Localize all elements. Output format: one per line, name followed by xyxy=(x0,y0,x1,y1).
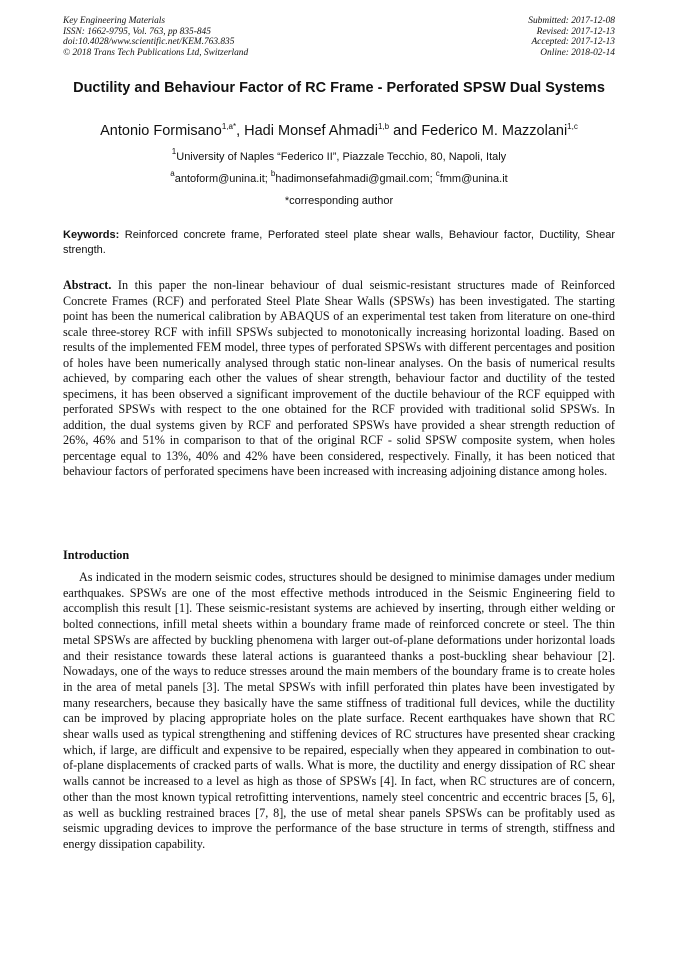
corresponding-author-note: *corresponding author xyxy=(284,195,394,207)
author-affiliation-marker: 1,b xyxy=(377,122,390,131)
journal-issn: ISSN: 1662-9795, Vol. 763, pp 835-845 xyxy=(63,26,211,37)
paper-title: Ductility and Behaviour Factor of RC Frame - Perforated SPSW Dual Systems xyxy=(73,80,605,96)
author-emails xyxy=(63,169,615,185)
publication-dates xyxy=(528,16,615,58)
author-list xyxy=(40,123,638,139)
author-affiliation-marker: 1,c xyxy=(567,122,578,131)
author-separator: and xyxy=(389,123,422,139)
date-online: Online: 2018-02-14 xyxy=(540,47,615,58)
affiliation-text: University of Naples “Federico II”, Piazzale Tecchio, 80, Napoli, Italy xyxy=(176,151,507,163)
abstract-text: In this paper the non-linear behaviour of dual seismic-resistant structures made of Reinforced Concrete Frames (RCF) and perforated Steel Plate Shear Walls (SPSWs) has been investigated. The starting point has been the numerical calibration by ABAQUS of an experimental test taken from literature on one-third scale three-storey RCF with infill SPSWs subjected to monotonically increasing horizontal loading. Based on results of the implemented FEM model, three types of perforated SPSWs with different percentages and position of holes have been numerically analysed through static non-linear analyses. On the basis of numerical results achieved, by comparing each other the values of shear strength, behaviour factor and ductility of the tested specimens, it has been observed a significant improvement of the ductile behaviour of the RCF equipped with perforated SPSWs with respect to the one obtained for the RCF provided with traditional solid SPSWs. In addition, the dual systems given by RCF and perforated SPSWs have provided a shear strength reduction of 26%, 46% and 51% in comparison to that of the original RCF - solid SPSW composite system, when holes percentage equal to 13%, 40% and 42% have been considered, respectively. Finally, it has been noticed that behaviour factors of perforated specimens have been increased with increasing adjoining distance among holes. xyxy=(63,278,615,478)
section-heading-introduction: Introduction xyxy=(63,548,130,562)
date-revised: Revised: 2017-12-13 xyxy=(536,26,615,37)
affiliation-marker: 1 xyxy=(171,147,177,156)
keywords xyxy=(63,228,615,258)
abstract-label: Abstract. xyxy=(63,278,112,292)
journal-info xyxy=(63,16,248,58)
author-name: Hadi Monsef Ahmadi xyxy=(244,123,378,139)
journal-name: Key Engineering Materials xyxy=(63,16,166,26)
date-accepted: Accepted: 2017-12-13 xyxy=(531,37,615,48)
author-name: Federico M. Mazzolani xyxy=(421,123,568,139)
abstract xyxy=(63,278,615,480)
keywords-label: Keywords: xyxy=(63,229,120,241)
author-affiliation-marker: 1,a* xyxy=(221,122,237,131)
keywords-text: Reinforced concrete frame, Perforated steel plate shear walls, Behaviour factor, Ductility, Shear strength. xyxy=(63,229,615,256)
email-link[interactable]: fmm@unina.it xyxy=(439,173,508,185)
affiliation xyxy=(63,147,615,163)
journal-copyright: © 2018 Trans Tech Publications Ltd, Switzerland xyxy=(63,47,249,58)
email-marker: c xyxy=(435,169,440,178)
date-submitted: Submitted: 2017-12-08 xyxy=(528,16,615,26)
author-separator: , xyxy=(236,123,245,139)
email-link[interactable]: antoform@unina.it; xyxy=(174,173,271,185)
journal-doi[interactable]: doi:10.4028/www.scientific.net/KEM.763.835 xyxy=(63,37,235,48)
introduction-paragraph: As indicated in the modern seismic codes, structures should be designed to minimise damages under medium earthquakes. SPSWs are one of the most effective methods introduced in the Seismic Engineering field to accomplish this result [1]. These seismic-resistant systems are achieved by inserting, through either welding or bolted connections, infill metal sheets within a boundary frame made of reinforced concrete or steel. The thin metal SPSWs are affected by buckling phenomena with larger out-of-plane deformations under horizontal loads and their resistance towards these lateral actions is guaranteed thanks a post-buckling shear behaviour [2]. Nowadays, one of the ways to reduce stresses around the main members of the boundary frame is to create holes in the area of metal panels [3]. The metal SPSWs with infill perforated thin plates have been investigated by many researchers, because they basically have the same stiffness of traditional full devices, while the ductility can be improved by placing appropriate holes on the plate surface. Recent earthquakes have shown that RC shear walls used as typical strengthening and stiffening devices of RC structures have presented shear cracking which, if large, are difficult and expensive to be repaired, especially when they appeared in combination to out-of-plane displacements of cracked parts of walls. What is more, the ductility and energy dissipation of RC shear walls cannot be increased to a level as high as those of SPSWs [4]. In fact, when RC structures are of concern, other than the most known typical retrofitting interventions, namely steel concentric and eccentric braces [5, 6], as well as buckling restrained braces [7, 8], the use of metal shear panels SPSWs can be profitably used as seismic upgrading devices to improve the performance of the base structure in terms of strength, stiffness and energy dissipation capability. xyxy=(63,570,615,851)
email-marker: a xyxy=(170,169,175,178)
author-name: Antonio Formisano xyxy=(100,123,222,139)
email-marker: b xyxy=(270,169,276,178)
email-link[interactable]: hadimonsefahmadi@gmail.com; xyxy=(275,173,436,185)
